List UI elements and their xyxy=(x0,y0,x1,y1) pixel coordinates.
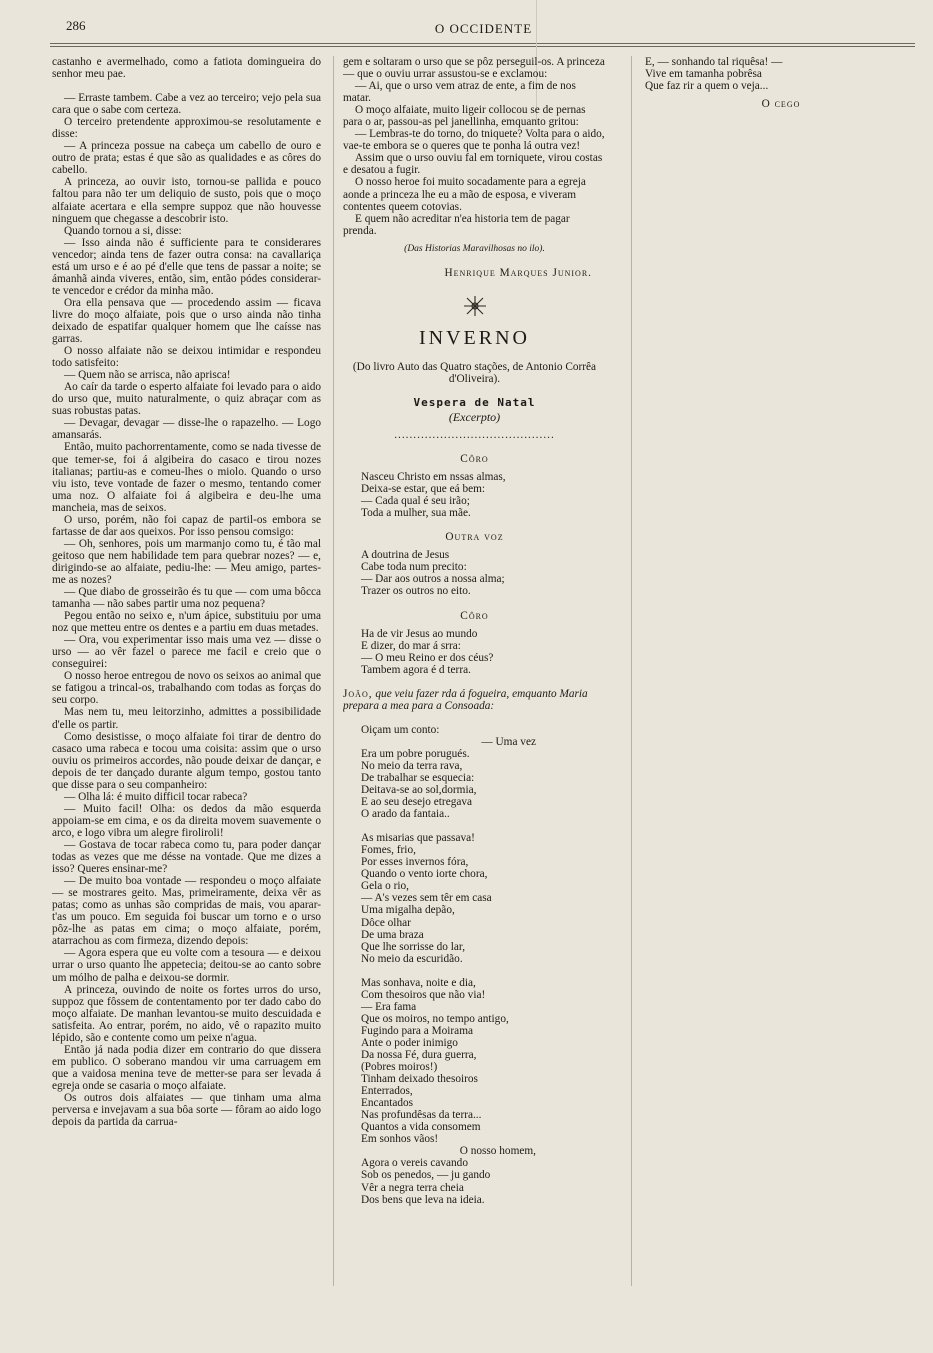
story-paragraph: Então já nada podia dizer em contrario do que dissera em publico. O soberano mandou vir uma carruagem em que a vaidosa menina teve de metter-se para ser levada á egreja onde se casaria o moço alfaiate. xyxy=(52,1043,321,1092)
story-paragraph: — Ai, que o urso vem atraz de ente, a fim de nos matar. xyxy=(343,80,576,105)
story-paragraph: O nosso heroe foi muito socadamente para a egreja aonde a princeza lhe eu a mão de esposa, e viveram contentes queem cotovias. xyxy=(343,176,586,213)
column-left xyxy=(52,56,321,1296)
story-paragraph: — Que diabo de grosseirão és tu que — com uma bôcca tamanha — não sabes partir uma noz pequena? xyxy=(52,586,321,611)
verse-line: A doutrina de Jesus xyxy=(361,549,450,562)
verse-line: E dizer, do mar á srra: xyxy=(361,639,461,652)
poem-lines xyxy=(343,724,606,736)
verse-line: — A's vezes sem têr em casa xyxy=(361,892,492,905)
story-paragraph: Ora ella pensava que — procedendo assim — ficava livre do moço alfaiate, pois que o urso ainda não tinha deixado de espatifar qualquer homem que lhe caísse nas garras. xyxy=(52,296,321,346)
verse-line: Ante o poder inimigo xyxy=(361,1036,458,1049)
verse-line: Era um pobre porugués. xyxy=(361,747,470,760)
verse-line: Por esses invernos fóra, xyxy=(361,856,469,869)
verse-line: (Pobres moiros!) xyxy=(361,1061,438,1074)
verse-line: Agora o vereis cavando xyxy=(361,1157,468,1170)
story-ending xyxy=(343,56,606,237)
verse-line: Deixa-se estar, que eá bem: xyxy=(361,483,486,496)
story-paragraph: — Muito facil! Olha: os dedos da mão esquerda appoiam-se em cima, e os da direita movem suavemente o arco, e logo vibra um alegre firoliroli! xyxy=(52,802,321,839)
verse-line: Cabe toda num precito: xyxy=(361,561,467,574)
story-paragraph: Pegou então no seixo e, n'um ápice, substituiu por uma noz que metteu entre os dentes e a partiu em duas metades. xyxy=(52,610,321,635)
verse-line: Nas profundêsas da terra... xyxy=(361,1109,482,1122)
stage-direction-text: que veiu fazer rda á fogueira, emquanto Maria prepara a mea para a Consoada: xyxy=(343,687,588,712)
verse-line: Encantados xyxy=(361,1097,414,1110)
column-divider xyxy=(333,56,334,1286)
speaker-name: João, xyxy=(343,687,373,700)
story-paragraph: O moço alfaiate, muito ligeir collocou se de pernas para o ar, passou-as pel janellinha, emquanto gritou: xyxy=(343,104,586,129)
verse-line: As misarias que passava! xyxy=(361,832,475,845)
verse-line: Nasceu Christo em nssas almas, xyxy=(361,471,506,484)
story-paragraph: — Isso ainda não é sufficiente para te considerares vencedor; ainda tens de fazer outra consa: na cavallariça está um urso e é ao pé d'elle que tens de passar a noite; se ámanhã ainda viveres, então, sim, então pódes considerar-te vencedor e crédor da minha mão. xyxy=(52,236,321,297)
poem-line-right: O nosso homem, xyxy=(459,1145,536,1158)
verse-line: Toda a mulher, sua mãe. xyxy=(361,507,471,520)
story-paragraph: O urso, porém, não foi capaz de partil-os embora se fartasse de dar aos queixos. Por isso pensou comsigo: xyxy=(52,513,321,538)
story-paragraph: Então, muito pachorrentamente, como se nada tivesse de que temer-se, foi á algibeira do casaco e tirou nozes italianas; partiu-as e comeu-lhes o miolo. Quando o urso viu isto, teve vontade de fazer o mesmo, tentando comer uma noz. O alfaiate foi á algibeira e deu-lhe uma mancheia, mas de seixos. xyxy=(52,441,321,514)
story-paragraph: E quem não acreditar n'ea historia tem de pagar prenda. xyxy=(343,212,570,237)
story-paragraph: — A princeza possue na cabeça um cabello de ouro e outro de prata; estas é que são as qualidades e as côres do cabello. xyxy=(52,140,321,177)
verse-line: Que faz rir a quem o veja... xyxy=(645,80,769,93)
verse-line: Quantos a vida consomem xyxy=(361,1121,481,1134)
other-voice-label: Outra voz xyxy=(445,531,504,544)
column-right xyxy=(645,56,917,1296)
verse-line: Uma migalha depão, xyxy=(361,904,455,917)
poem-lines xyxy=(343,832,606,965)
dotted-separator: .......................................... xyxy=(394,428,555,441)
story-paragraph: — Olha lá: é muito difficil tocar rabeca? xyxy=(64,790,248,803)
verse-line: O arado da fantaia.. xyxy=(361,808,450,821)
story-paragraph: Quando tornou a si, disse: xyxy=(64,224,182,237)
poem-lines xyxy=(343,977,606,1146)
verse-line: — Cada qual é seu irão; xyxy=(361,495,470,508)
stanza-choir-2 xyxy=(343,628,606,676)
story-paragraph: — Devagar, devagar — disse-lhe o rapazelho. — Logo amansarás. xyxy=(52,417,321,442)
poem-line-right: — Uma vez xyxy=(481,735,536,748)
verse-line: Da nossa Fé, dura guerra, xyxy=(361,1049,477,1061)
verse-line: Em sonhos vãos! xyxy=(361,1133,439,1146)
verse-line: E, — sonhando tal riquêsa! — xyxy=(645,56,783,68)
story-paragraph: — Quem não se arrisca, não aprisca! xyxy=(64,369,231,382)
verse-line: Oiçam um conto: xyxy=(361,723,440,736)
story-paragraph: O terceiro pretendente approximou-se resolutamente e disse: xyxy=(52,116,321,141)
story-paragraph: Assim que o urso ouviu fal em torniquete, virou costas e desatou a fugir. xyxy=(343,152,603,177)
author-signature: Henrique Marques Junior. xyxy=(444,266,592,279)
speaker-label: O cego xyxy=(761,98,801,111)
column-divider xyxy=(631,56,632,1286)
story-paragraph: — Erraste tambem. Cabe a vez ao terceiro; vejo pela sua cara que o sabe com certeza. xyxy=(52,92,321,117)
story-paragraph: Ao caír da tarde o esperto alfaiate foi levado para o aido do urso que, muito naturalmente, o quiz abraçar com as suas robustas patas. xyxy=(52,381,321,418)
story-paragraph: Mas nem tu, meu leitorzinho, admittes a possibilidade d'elle os partir. xyxy=(52,706,321,731)
poem-lines xyxy=(343,748,606,820)
verse-line: E ao seu desejo etregava xyxy=(361,796,473,809)
story-paragraph: — Gostava de tocar rabeca como tu, para poder dançar todas as vezes que me désse na vontade. Que me dizes a isso? Queres ensinar-me? xyxy=(52,839,321,876)
verse-line: Enterrados, xyxy=(361,1085,413,1098)
stanza-other-voice xyxy=(343,549,606,597)
header-rule xyxy=(50,43,915,44)
verse-line: Tinham deixado thesoiros xyxy=(361,1073,478,1086)
story-paragraph: Os outros dois alfaiates — que tinham uma alma perversa e invejavam a sua bôa sorte — fôram ao aido logo depois da partida da carrua- xyxy=(52,1091,321,1129)
story-paragraph: castanho e avermelhado, como a fatiota domingueira do senhor meu pae. xyxy=(52,56,321,81)
poem-subtitle: Vespera de Natal xyxy=(413,395,536,409)
poem-excerpt-note: (Excerpto) xyxy=(448,409,501,424)
verse-line: — Era fama xyxy=(361,1000,417,1013)
story-paragraph: — De muito boa vontade — respondeu o moço alfaiate — se mostrares geito. Mas, primeiramente, deixa vêr as patas; como as unhas são compridas de mais, vou aparar-t'as um pouco. Em seguida foi buscar um torno e o urso pôz-lhe as patas em cima; o moço alfaiate, porém, atarrachou as com firmeza, dizendo depois: xyxy=(52,875,321,948)
verse-line: Dos bens que leva na ideia. xyxy=(361,1193,485,1206)
verse-line: Que os moiros, no tempo antigo, xyxy=(361,1012,509,1025)
verse-line: Tambem agora é d terra. xyxy=(361,663,471,676)
story-paragraph: — Ora, vou experimentar isso mais uma vez — disse o urso — ao vêr fazel o parece me facil e creio que o conseguirei: xyxy=(52,634,321,671)
verse-line: Deitava-se ao sol,dormia, xyxy=(361,784,477,797)
verse-line: Mas sonhava, noite e dia, xyxy=(361,976,476,989)
choir-label: Côro xyxy=(460,453,489,466)
verse-line: Gela o rio, xyxy=(361,880,409,893)
story-source: (Das Historias Maravilhosas no ilo). xyxy=(404,243,545,254)
stanza-choir xyxy=(343,471,606,519)
verse-line: Vêr a negra terra cheia xyxy=(361,1181,464,1194)
header-rule-double xyxy=(50,46,915,47)
verse-line: Sob os penedos, — ju gando xyxy=(361,1169,491,1182)
poem-title: INVERNO xyxy=(419,326,530,349)
story-paragraph: — Agora espera que eu volte com a tesoura — e deixou urrar o urso quanto lhe appetecia; deitou-se ao canto sobre um mólho de palha e deixou-se dormir. xyxy=(52,947,321,984)
verse-line: De trabalhar se esquecia: xyxy=(361,772,475,785)
page-number: 286 xyxy=(66,18,86,33)
verse-line: No meio da escuridão. xyxy=(361,952,463,965)
verse-line: Ha de vir Jesus ao mundo xyxy=(361,627,478,640)
verse-line: Dôce olhar xyxy=(361,916,411,929)
stage-direction xyxy=(343,688,606,712)
poem-source: (Do livro Auto das Quatro stações, de Antonio Corrêa d'Oliveira). xyxy=(352,360,597,385)
verse-line: Trazer os outros no eito. xyxy=(361,585,471,598)
poem-lines xyxy=(343,1157,606,1205)
story-paragraph: O nosso heroe entregou de novo os seixos ao animal que se fatigou a trincal-os, trabalhando com todas as forças do seu corpo. xyxy=(52,670,321,707)
verse-line: — O meu Reino er dos céus? xyxy=(361,651,494,664)
story-paragraph: gem e soltaram o urso que se pôz perseguil-os. A princeza — que o ouviu urrar assustou-se e exclamou: xyxy=(343,56,605,81)
story-paragraph: A princeza, ouvindo de noite os fortes urros do urso, suppoz que fôssem de contentamento por ter dado cabo do moço alfaiate. De manhan levantou-se muito descuidada e satisfeita. Ao entrar, porém, no aido, vê o rapazito muito lépido, são e contente como um peixe n'agua. xyxy=(52,983,321,1044)
story-paragraph: A princeza, ao ouvir isto, tornou-se pallida e pouco faltou para não ter um deliquio de susto, pois que o moço alfaiate acertara e ella sempre suppoz que não houvesse ninguem que chegasse a descobrir isto. xyxy=(52,176,321,225)
verse-line: Quando o vento iorte chora, xyxy=(361,868,488,881)
column-middle xyxy=(343,56,606,1296)
journal-title: O OCCIDENTE xyxy=(434,21,533,36)
verse-line: Fugindo para a Moirama xyxy=(361,1024,473,1037)
verse-line: De uma braza xyxy=(361,928,424,941)
story-paragraph: — Lembras-te do torno, do tniquete? Volta para o aido, vae-te embora se o queres que te ponha lá outra vez! xyxy=(343,128,605,153)
verse-line: Fomes, frio, xyxy=(361,844,416,857)
ornament-icon xyxy=(455,295,495,317)
verse-line: Que lhe sorrisse do lar, xyxy=(361,940,466,953)
verse-line: Vive em tamanha pobrêsa xyxy=(645,68,762,81)
verse-line: No meio da terra rava, xyxy=(361,759,463,772)
story-paragraph: O nosso alfaiate não se deixou intimidar e respondeu todo satisfeito: xyxy=(52,345,321,370)
choir-label-2: Côro xyxy=(460,609,489,622)
story-paragraph: — Oh, senhores, pois um marmanjo como tu, é tão mal geitoso que nem habilidade tem para quebrar nozes? — e, dirigindo-se ao alfaiate, pediu-lhe: — Meu amigo, partes-me as nozes? xyxy=(52,537,321,586)
verse-line: Com thesoiros que não via! xyxy=(361,988,486,1001)
verse-line: — Dar aos outros a nossa alma; xyxy=(361,573,505,586)
story-paragraph: Como desistisse, o moço alfaiate foi tirar de dentro do casaco uma rabeca e tocou uma coisita: assim que o urso ouviu os primeiros accordes, não poude deixar de dançar, e depois de ter dançado durante algum tempo, gostou tanto que disse para o seu companheiro: xyxy=(52,730,321,791)
